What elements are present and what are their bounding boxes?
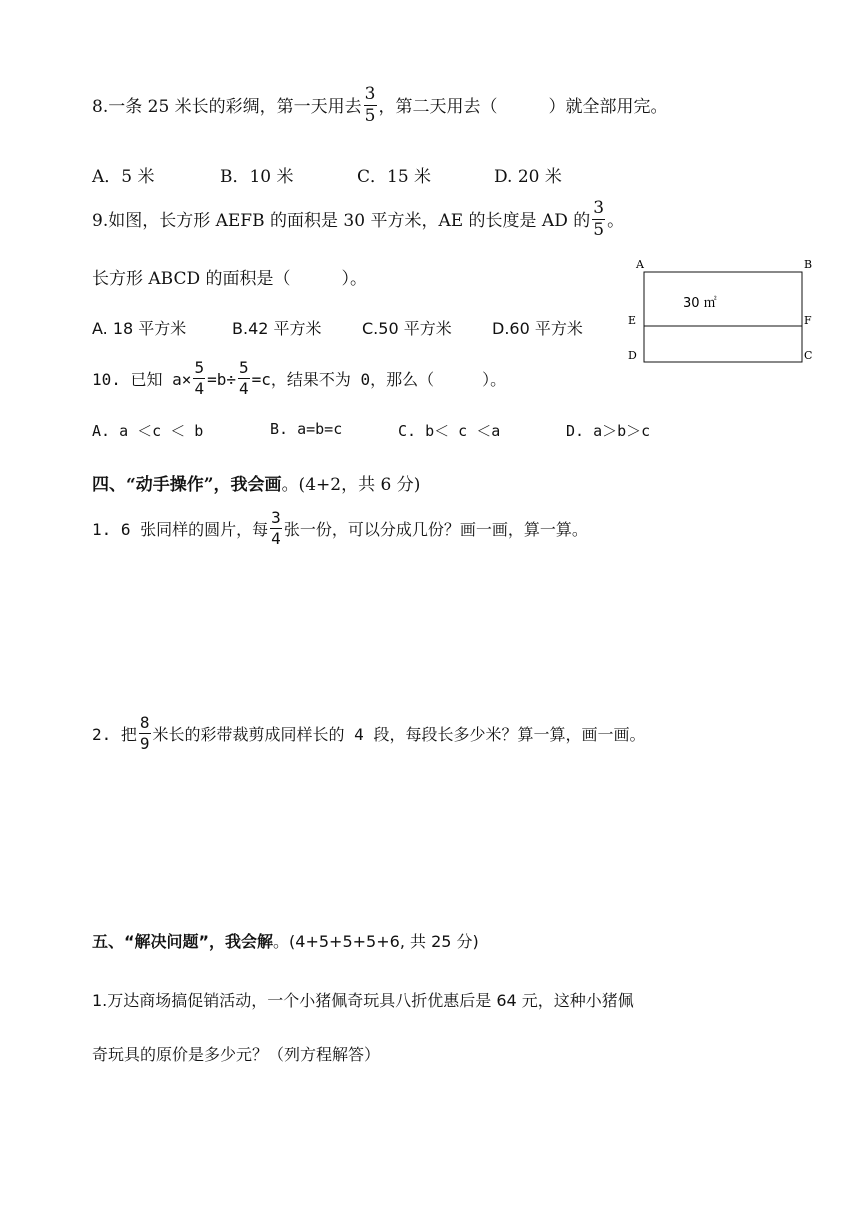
sec4-q2 [92, 713, 646, 754]
q9-option-b: B.42 平方米 [232, 319, 322, 338]
q10-option-b: B. a=b=c [270, 420, 343, 438]
q10-text [92, 358, 507, 399]
q8-fraction [364, 86, 377, 125]
q10-f1-num: 5 [194, 358, 205, 377]
q10-p1: 10. 已知 a× [92, 370, 192, 389]
q8-option-b: B．10 米 [220, 167, 294, 187]
q10-fraction-1 [193, 360, 205, 397]
sec4-q2-den: 9 [139, 734, 150, 753]
section-5-heading [92, 929, 479, 952]
label-a: A [636, 258, 644, 271]
section-4-heading [92, 470, 420, 495]
sec4-q1-post: 张一份，可以分成几份？画一画，算一算。 [283, 520, 588, 539]
q8-text [92, 84, 668, 127]
q9-line2: 长方形 ABCD 的面积是（ ）。 [92, 269, 368, 289]
q8-option-c: C．15 米 [357, 167, 432, 187]
q8-frac-num: 3 [364, 84, 376, 104]
section-4-score: 。(4+2，共 6 分) [281, 475, 421, 495]
q9-text [92, 198, 625, 241]
q9-fraction [592, 200, 605, 239]
sec4-q2-fraction [139, 715, 151, 752]
sec4-q2-pre: 2. 把 [92, 725, 137, 744]
sec5-q1-line2: 奇玩具的原价是多少元？（列方程解答） [92, 1045, 381, 1064]
sec4-q1 [92, 508, 588, 549]
section-5-title: 五、“解决问题”，我会解 [92, 932, 274, 951]
rect-abcd [644, 272, 802, 362]
label-c: C [804, 349, 813, 362]
sec4-q1-pre: 1. 6 张同样的圆片，每 [92, 520, 269, 539]
q10-fraction-2 [238, 360, 250, 397]
q8-option-d: D. 20 米 [494, 167, 562, 187]
q10-f2-den: 4 [238, 379, 249, 398]
q9-option-a: A. 18 平方米 [92, 319, 187, 338]
q9-frac-num: 3 [593, 198, 605, 218]
rectangle-figure [620, 255, 830, 370]
q8-pre: 8.一条 25 米长的彩绸，第一天用去 [92, 97, 362, 117]
sec4-q1-fraction [270, 510, 282, 547]
q10-option-c: C. b＜ c ＜a [398, 422, 501, 440]
label-e: E [628, 314, 637, 327]
sec4-q1-den: 4 [271, 529, 281, 548]
q8-post: ，第二天用去（ ）就全部用完。 [378, 97, 668, 117]
q9-frac-den: 5 [593, 220, 605, 240]
q9-post: 。 [607, 211, 625, 231]
q10-option-d: D. a＞b＞c [566, 422, 651, 440]
q9-option-c: C.50 平方米 [362, 319, 452, 338]
q8-frac-den: 5 [364, 106, 376, 126]
sec4-q2-post: 米长的彩带裁剪成同样长的 4 段，每段长多少米？算一算，画一画。 [152, 725, 646, 744]
q10-f1-den: 4 [194, 379, 205, 398]
q10-p3: =c，结果不为 0，那么（ ）。 [251, 370, 507, 389]
q9-pre: 9.如图，长方形 AEFB 的面积是 30 平方米，AE 的长度是 AD 的 [92, 211, 591, 231]
sec5-q1-line1: 1.万达商场搞促销活动，一个小猪佩奇玩具八折优惠后是 64 元，这种小猪佩 [92, 991, 634, 1010]
q8-option-a: A．5 米 [92, 167, 155, 187]
label-f: F [804, 314, 812, 327]
q10-f2-num: 5 [238, 358, 249, 377]
sec4-q2-num: 8 [139, 713, 150, 732]
label-b: B [804, 258, 813, 271]
q10-option-a: A. a ＜c ＜ b [92, 422, 204, 440]
q10-p2: =b÷ [207, 370, 236, 389]
label-d: D [628, 349, 637, 362]
area-label: 30 ㎡ [683, 296, 717, 311]
q9-option-d: D.60 平方米 [492, 319, 583, 338]
section-4-title: 四、“动手操作”，我会画 [92, 475, 282, 495]
section-5-score: 。(4+5+5+5+6, 共 25 分) [273, 932, 479, 951]
sec4-q1-num: 3 [271, 508, 281, 527]
